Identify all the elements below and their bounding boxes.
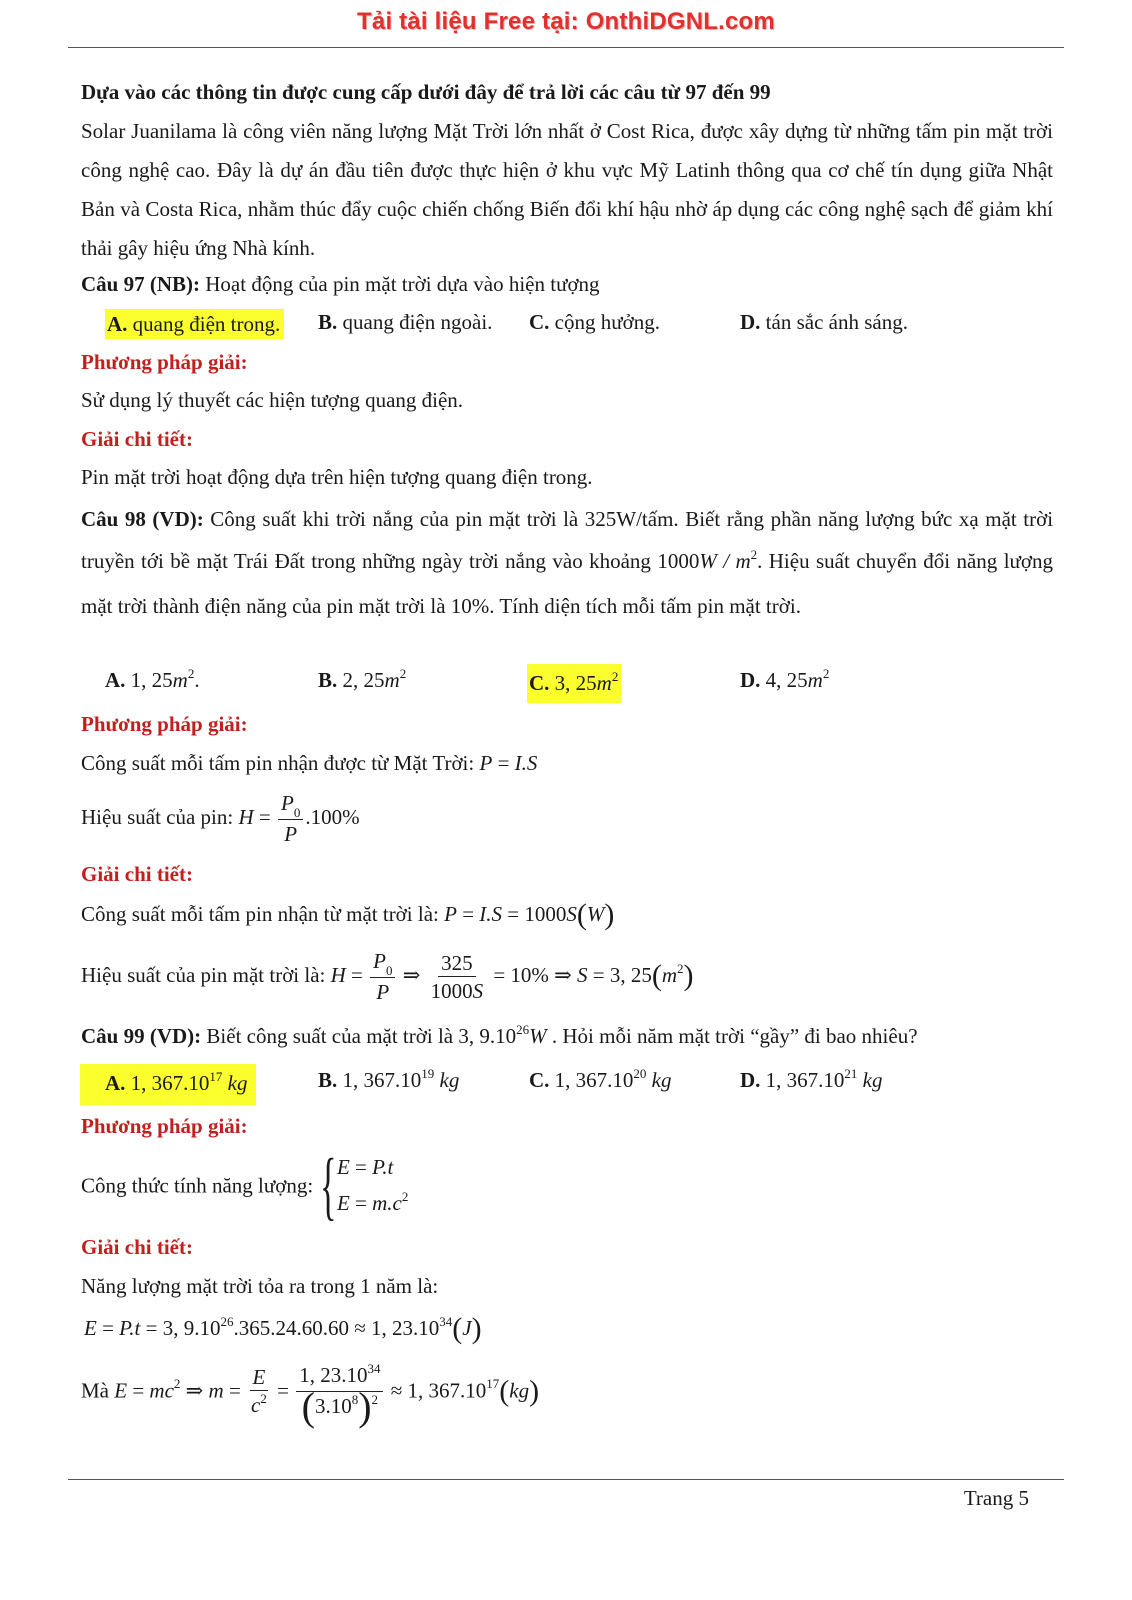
q98-method-line1: Công suất mỗi tấm pin nhận được từ Mặt Trời: P = I.S <box>81 751 538 775</box>
q99-label: Câu 99 (VD): <box>81 1024 202 1048</box>
q97-option-a[interactable]: A. quang điện trong. <box>105 309 284 339</box>
q97-stem <box>81 272 600 297</box>
q98-option-b[interactable]: B. 2, $25m^2$ <box>318 666 407 692</box>
q99-option-b[interactable]: B. 1, 367.10$^{19}$ kg <box>318 1066 460 1092</box>
q98-option-c[interactable]: C. 3, $25m^2$ <box>527 664 621 703</box>
intro-text: Solar Juanilama là công viên năng lượng Mặt Trời lớn nhất ở Cost Rica, được xây dựng từ những tấm pin mặt trời công nghệ cao. Đây là dự án đầu tiên được thực hiện ở khu vực Mỹ Latinh thông qua cơ chế tín dụng giữa Nhật Bản và Costa Rica, nhằm thúc đẩy cuộc chiến chống Biến đổi khí hậu nhờ áp dụng các công nghệ sạch để giảm khí thải gây hiệu ứng Nhà kính. <box>81 119 1053 260</box>
q99-option-c[interactable]: C. 1, 367.10$^{20}$ kg <box>529 1066 672 1092</box>
q99-mass-line: Mà $E = mc^2$ ⇒ m = $\frac{E}{c^2}$ = $\frac{1, 23.10^{34}}{(3.10^8)^2}$ ≈ 1, 367.10$^{17}$(kg) <box>81 1361 540 1429</box>
q98-detail-heading: Giải chi tiết: <box>81 862 193 886</box>
q98-label: Câu 98 (VD): <box>81 507 204 531</box>
q97-detail: Pin mặt trời hoạt động dựa trên hiện tượng quang điện trong. <box>81 465 593 489</box>
q99-detail-line1: Năng lượng mặt trời tỏa ra trong 1 năm là: <box>81 1274 439 1298</box>
q98-method-heading: Phương pháp giải: <box>81 712 248 736</box>
q98-method-line2: Hiệu suất của pin: H = $\frac{P_0}{P}$ .100% <box>81 791 360 846</box>
q99-stem: Câu 99 (VD): Biết công suất của mặt trời là 3, 9.10$^{26}$W . Hỏi mỗi năm mặt trời “gầy” đi bao nhiêu? <box>81 1022 918 1048</box>
q98-option-d[interactable]: D. 4, $25m^2$ <box>740 666 830 692</box>
header-title: Tải tài liệu Free tại: OnthiDGNL.com <box>357 8 775 35</box>
q98-irradiance: $1000W / m^2$ <box>657 547 758 573</box>
intro-title: Dựa vào các thông tin được cung cấp dưới đây để trả lời các câu từ 97 đến 99 <box>81 80 771 104</box>
q97-method: Sử dụng lý thuyết các hiện tượng quang điện. <box>81 388 464 412</box>
q99-option-d[interactable]: D. 1, 367.10$^{21}$ kg <box>740 1066 883 1092</box>
q98-detail-line2: Hiệu suất của pin mặt trời là: H = $\frac{P_0}{P}$ ⇒ $\frac{325}{1000S}$ = 10% ⇒ S = 3, $25(m^2)$ <box>81 949 694 1004</box>
q97-label: Câu 97 (NB): <box>81 272 200 296</box>
q99-detail-heading: Giải chi tiết: <box>81 1235 193 1259</box>
q97-text: Hoạt động của pin mặt trời dựa vào hiện tượng <box>205 272 600 296</box>
q99-option-a[interactable]: A. 1, 367.10$^{17}$ kg <box>80 1064 256 1105</box>
page-number: Trang 5 <box>963 1486 1029 1510</box>
q99-method-heading: Phương pháp giải: <box>81 1114 248 1138</box>
q98-stem: Câu 98 (VD): Công suất khi trời nắng của pin mặt trời là 325W/tấm. Biết rằng phần năng lượng bức xạ mặt trời truyền tới bề mặt Trái Đất trong những ngày trời nắng vào khoảng $1000W / m^2$. Hiệu suất chuyển đổi năng lượng mặt trời thành điện năng của pin mặt trời là 10%. Tính diện tích mỗi tấm pin mặt trời. <box>81 507 1054 618</box>
header-rule <box>68 47 1064 48</box>
q97-detail-heading: Giải chi tiết: <box>81 427 193 451</box>
footer-rule <box>68 1479 1064 1480</box>
q98-option-a[interactable]: A. 1, $25m^2$. <box>105 666 200 692</box>
q99-energy-line: E = P.t = 3, $9.10^{26}.365.24.60.60 \approx 1$, 23.10$^{34}$(J) <box>84 1312 482 1345</box>
q98-detail-line1: Công suất mỗi tấm pin nhận từ mặt trời là: P = I.S = 1000S(W) <box>81 898 615 931</box>
q97-option-b[interactable]: B. quang điện ngoài. <box>318 310 493 334</box>
q97-option-c[interactable]: C. cộng hưởng. <box>529 310 660 334</box>
q97-method-heading: Phương pháp giải: <box>81 350 248 374</box>
q99-method: Công thức tính năng lượng: { E = P.t $E = m.c^2$ <box>81 1144 409 1228</box>
q97-option-d[interactable]: D. tán sắc ánh sáng. <box>740 310 908 334</box>
